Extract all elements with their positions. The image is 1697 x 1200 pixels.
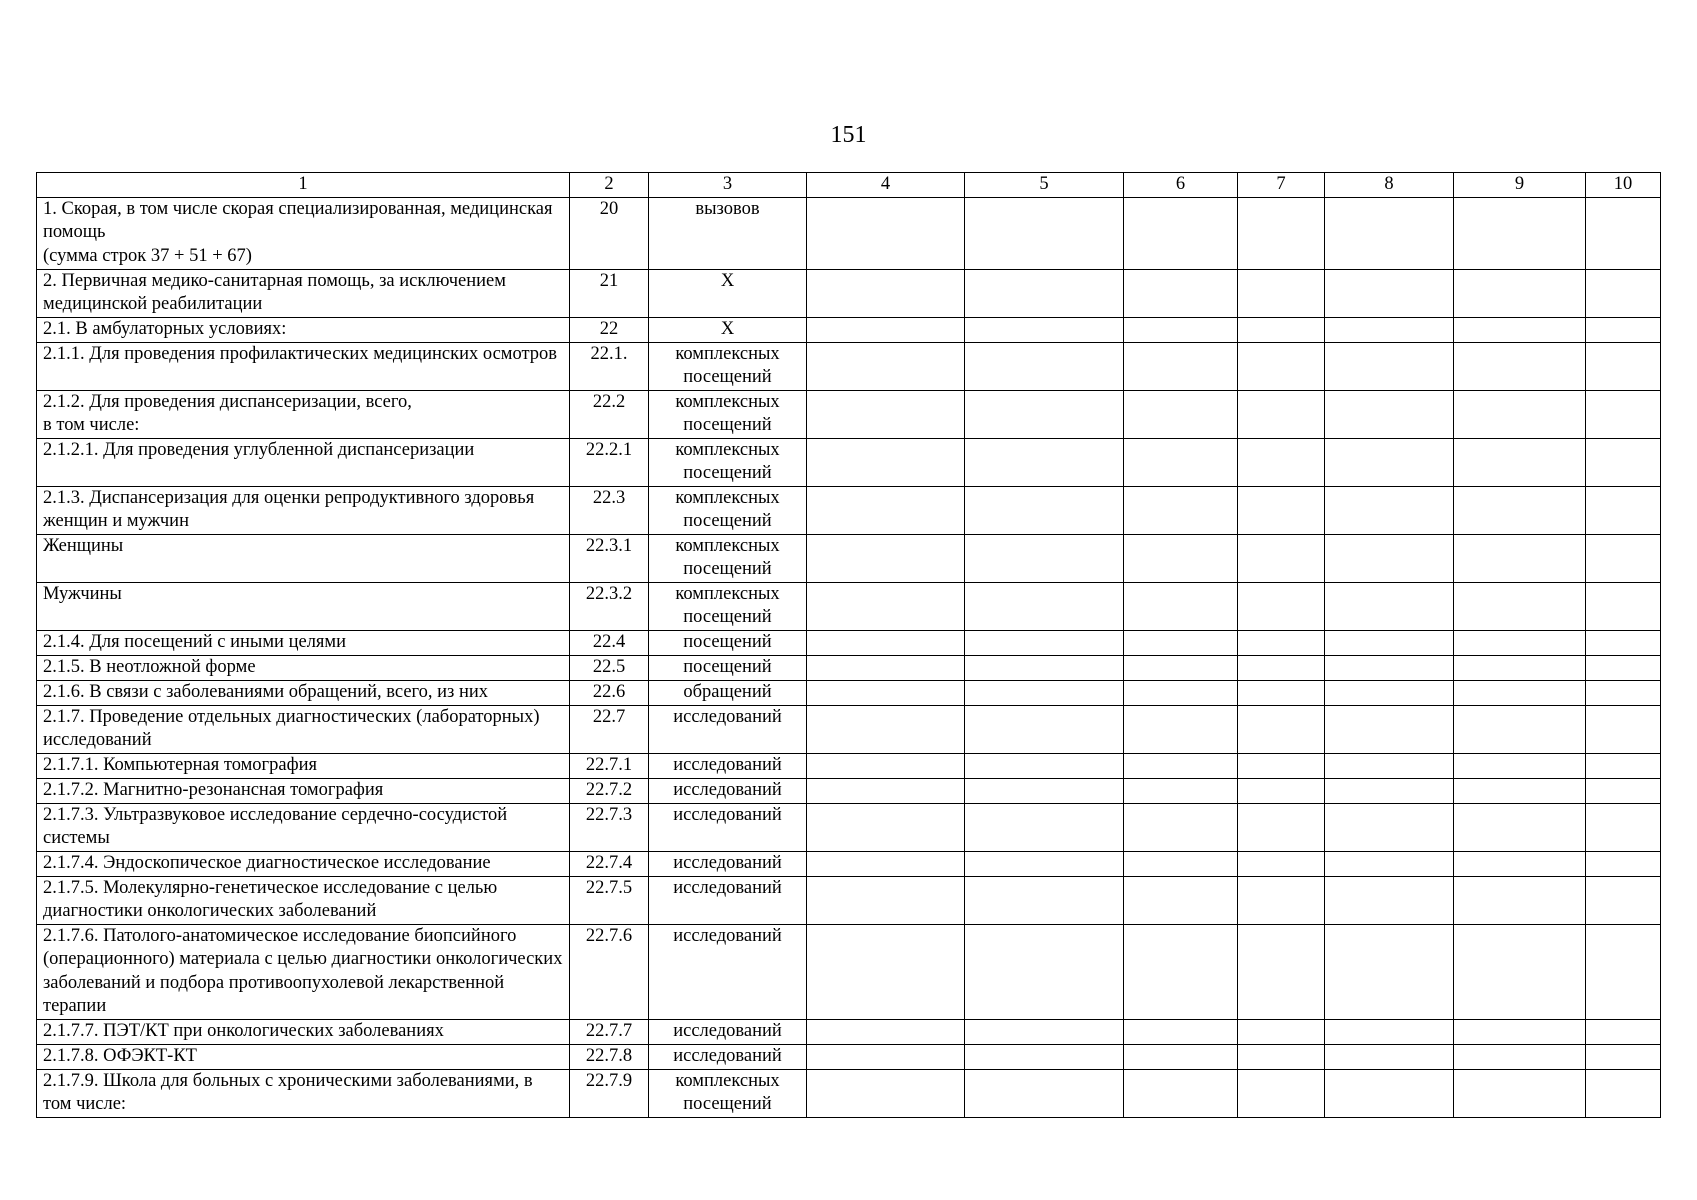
empty-cell xyxy=(1586,269,1661,317)
empty-cell xyxy=(1124,269,1238,317)
row-name-cell: 2.1.7.7. ПЭТ/КТ при онкологических заболеваниях xyxy=(37,1019,570,1044)
row-name-cell: 2. Первичная медико-санитарная помощь, за исключением медицинской реабилитации xyxy=(37,269,570,317)
row-name-cell: Женщины xyxy=(37,534,570,582)
empty-cell xyxy=(1454,269,1586,317)
row-name-cell: 2.1.7. Проведение отдельных диагностических (лабораторных) исследований xyxy=(37,705,570,753)
empty-cell xyxy=(1325,342,1454,390)
empty-cell xyxy=(1238,705,1325,753)
empty-cell xyxy=(1238,269,1325,317)
row-unit-cell: посещений xyxy=(649,655,807,680)
empty-cell xyxy=(1238,680,1325,705)
empty-cell xyxy=(965,534,1124,582)
table-row xyxy=(37,438,1661,486)
empty-cell xyxy=(1238,876,1325,924)
page-number: 151 xyxy=(830,122,867,148)
empty-cell xyxy=(1586,486,1661,534)
empty-cell xyxy=(1586,778,1661,803)
empty-cell xyxy=(807,803,965,851)
empty-cell xyxy=(1238,486,1325,534)
table-row xyxy=(37,1019,1661,1044)
row-code-cell: 22.7.4 xyxy=(570,851,649,876)
table-row xyxy=(37,705,1661,753)
empty-cell xyxy=(807,582,965,630)
empty-cell xyxy=(1124,924,1238,1019)
empty-cell xyxy=(1454,778,1586,803)
data-table xyxy=(36,172,1661,1118)
empty-cell xyxy=(807,342,965,390)
empty-cell xyxy=(1124,582,1238,630)
table-row xyxy=(37,486,1661,534)
empty-cell xyxy=(807,753,965,778)
empty-cell xyxy=(1325,705,1454,753)
empty-cell xyxy=(1586,655,1661,680)
row-name-cell: 2.1.7.8. ОФЭКТ-КТ xyxy=(37,1044,570,1069)
row-name-cell: 2.1.7.5. Молекулярно-генетическое исследование с целью диагностики онкологических заболеваний xyxy=(37,876,570,924)
empty-cell xyxy=(965,876,1124,924)
empty-cell xyxy=(1586,1044,1661,1069)
row-code-cell: 22.2 xyxy=(570,390,649,438)
row-name-cell: 2.1. В амбулаторных условиях: xyxy=(37,317,570,342)
row-code-cell: 22.7.8 xyxy=(570,1044,649,1069)
table-row xyxy=(37,876,1661,924)
row-code-cell: 22.6 xyxy=(570,680,649,705)
empty-cell xyxy=(965,655,1124,680)
empty-cell xyxy=(1454,582,1586,630)
row-name-cell: 2.1.2.1. Для проведения углубленной диспансеризации xyxy=(37,438,570,486)
column-header: 3 xyxy=(649,173,807,198)
row-name-cell: 2.1.7.2. Магнитно-резонансная томография xyxy=(37,778,570,803)
row-unit-cell: обращений xyxy=(649,680,807,705)
empty-cell xyxy=(1586,1019,1661,1044)
empty-cell xyxy=(1454,342,1586,390)
empty-cell xyxy=(1238,803,1325,851)
empty-cell xyxy=(1325,778,1454,803)
empty-cell xyxy=(1586,342,1661,390)
empty-cell xyxy=(1454,390,1586,438)
empty-cell xyxy=(807,317,965,342)
empty-cell xyxy=(1238,534,1325,582)
table-row xyxy=(37,197,1661,269)
row-code-cell: 22.5 xyxy=(570,655,649,680)
row-unit-cell: исследований xyxy=(649,1019,807,1044)
empty-cell xyxy=(1124,705,1238,753)
empty-cell xyxy=(807,269,965,317)
empty-cell xyxy=(1454,197,1586,269)
empty-cell xyxy=(1325,269,1454,317)
empty-cell xyxy=(1586,924,1661,1019)
row-unit-cell: исследований xyxy=(649,705,807,753)
table-row xyxy=(37,582,1661,630)
empty-cell xyxy=(1124,197,1238,269)
empty-cell xyxy=(1454,1069,1586,1117)
empty-cell xyxy=(1325,582,1454,630)
empty-cell xyxy=(1586,582,1661,630)
empty-cell xyxy=(1238,317,1325,342)
empty-cell xyxy=(1586,317,1661,342)
column-header: 10 xyxy=(1586,173,1661,198)
empty-cell xyxy=(807,778,965,803)
empty-cell xyxy=(1586,680,1661,705)
empty-cell xyxy=(1586,630,1661,655)
row-code-cell: 22.7.9 xyxy=(570,1069,649,1117)
empty-cell xyxy=(1325,753,1454,778)
table-row xyxy=(37,1069,1661,1117)
empty-cell xyxy=(1124,680,1238,705)
empty-cell xyxy=(1454,803,1586,851)
empty-cell xyxy=(1238,582,1325,630)
row-code-cell: 22.7.5 xyxy=(570,876,649,924)
table-row xyxy=(37,630,1661,655)
empty-cell xyxy=(1238,1044,1325,1069)
table-row xyxy=(37,924,1661,1019)
column-header: 8 xyxy=(1325,173,1454,198)
row-name-cell: 2.1.3. Диспансеризация для оценки репродуктивного здоровья женщин и мужчин xyxy=(37,486,570,534)
row-unit-cell: комплексных посещений xyxy=(649,534,807,582)
empty-cell xyxy=(807,1019,965,1044)
empty-cell xyxy=(1238,655,1325,680)
empty-cell xyxy=(1586,753,1661,778)
row-name-cell: 2.1.7.1. Компьютерная томография xyxy=(37,753,570,778)
empty-cell xyxy=(807,438,965,486)
row-unit-cell: комплексных посещений xyxy=(649,342,807,390)
row-unit-cell: комплексных посещений xyxy=(649,582,807,630)
empty-cell xyxy=(807,680,965,705)
row-unit-cell: комплексных посещений xyxy=(649,390,807,438)
row-name-cell: 2.1.1. Для проведения профилактических медицинских осмотров xyxy=(37,342,570,390)
empty-cell xyxy=(965,753,1124,778)
empty-cell xyxy=(965,778,1124,803)
empty-cell xyxy=(1124,630,1238,655)
row-unit-cell: исследований xyxy=(649,851,807,876)
empty-cell xyxy=(1238,851,1325,876)
column-header: 9 xyxy=(1454,173,1586,198)
row-code-cell: 22.7.6 xyxy=(570,924,649,1019)
empty-cell xyxy=(1325,438,1454,486)
empty-cell xyxy=(1325,924,1454,1019)
empty-cell xyxy=(1124,851,1238,876)
empty-cell xyxy=(1454,876,1586,924)
empty-cell xyxy=(1586,438,1661,486)
empty-cell xyxy=(1124,390,1238,438)
table-row xyxy=(37,390,1661,438)
empty-cell xyxy=(1124,753,1238,778)
row-name-cell: Мужчины xyxy=(37,582,570,630)
empty-cell xyxy=(1325,876,1454,924)
empty-cell xyxy=(1325,680,1454,705)
table-row xyxy=(37,534,1661,582)
empty-cell xyxy=(1586,876,1661,924)
empty-cell xyxy=(807,630,965,655)
row-unit-cell: исследований xyxy=(649,1044,807,1069)
empty-cell xyxy=(1454,705,1586,753)
empty-cell xyxy=(807,486,965,534)
empty-cell xyxy=(1586,197,1661,269)
row-unit-cell: исследований xyxy=(649,924,807,1019)
empty-cell xyxy=(1454,630,1586,655)
empty-cell xyxy=(1454,851,1586,876)
empty-cell xyxy=(1454,753,1586,778)
empty-cell xyxy=(1586,851,1661,876)
empty-cell xyxy=(1586,1069,1661,1117)
empty-cell xyxy=(1325,1069,1454,1117)
empty-cell xyxy=(1325,486,1454,534)
empty-cell xyxy=(1586,803,1661,851)
empty-cell xyxy=(1124,438,1238,486)
empty-cell xyxy=(1124,1044,1238,1069)
row-name-cell: 2.1.6. В связи с заболеваниями обращений, всего, из них xyxy=(37,680,570,705)
row-unit-cell: вызовов xyxy=(649,197,807,269)
empty-cell xyxy=(1124,803,1238,851)
row-code-cell: 22.7.1 xyxy=(570,753,649,778)
empty-cell xyxy=(807,924,965,1019)
empty-cell xyxy=(965,486,1124,534)
empty-cell xyxy=(1325,655,1454,680)
row-unit-cell: исследований xyxy=(649,753,807,778)
empty-cell xyxy=(1124,1019,1238,1044)
empty-cell xyxy=(1238,1019,1325,1044)
empty-cell xyxy=(1325,1019,1454,1044)
column-header: 4 xyxy=(807,173,965,198)
row-code-cell: 22.7.2 xyxy=(570,778,649,803)
empty-cell xyxy=(1238,342,1325,390)
empty-cell xyxy=(1586,705,1661,753)
empty-cell xyxy=(1454,1044,1586,1069)
empty-cell xyxy=(1454,655,1586,680)
empty-cell xyxy=(1325,390,1454,438)
empty-cell xyxy=(965,1044,1124,1069)
empty-cell xyxy=(1124,342,1238,390)
empty-cell xyxy=(1454,486,1586,534)
row-unit-cell: Х xyxy=(649,317,807,342)
column-header: 7 xyxy=(1238,173,1325,198)
empty-cell xyxy=(965,197,1124,269)
empty-cell xyxy=(1238,390,1325,438)
empty-cell xyxy=(1586,390,1661,438)
empty-cell xyxy=(807,534,965,582)
row-unit-cell: посещений xyxy=(649,630,807,655)
row-name-cell: 2.1.7.9. Школа для больных с хроническими заболеваниями, в том числе: xyxy=(37,1069,570,1117)
empty-cell xyxy=(965,851,1124,876)
empty-cell xyxy=(1454,924,1586,1019)
row-unit-cell: комплексных посещений xyxy=(649,1069,807,1117)
empty-cell xyxy=(965,680,1124,705)
empty-cell xyxy=(1124,778,1238,803)
empty-cell xyxy=(1124,1069,1238,1117)
empty-cell xyxy=(965,630,1124,655)
empty-cell xyxy=(965,803,1124,851)
row-code-cell: 22.7.7 xyxy=(570,1019,649,1044)
empty-cell xyxy=(1454,1019,1586,1044)
empty-cell xyxy=(807,876,965,924)
empty-cell xyxy=(965,582,1124,630)
empty-cell xyxy=(807,655,965,680)
row-code-cell: 22.4 xyxy=(570,630,649,655)
empty-cell xyxy=(1124,655,1238,680)
table-row xyxy=(37,803,1661,851)
table-row xyxy=(37,655,1661,680)
empty-cell xyxy=(807,197,965,269)
empty-cell xyxy=(1325,317,1454,342)
table-row xyxy=(37,753,1661,778)
empty-cell xyxy=(965,1069,1124,1117)
row-code-cell: 20 xyxy=(570,197,649,269)
table-row xyxy=(37,680,1661,705)
row-name-cell: 2.1.7.3. Ультразвуковое исследование сердечно-сосудистой системы xyxy=(37,803,570,851)
table-row xyxy=(37,342,1661,390)
row-code-cell: 22.3.1 xyxy=(570,534,649,582)
empty-cell xyxy=(1325,803,1454,851)
row-code-cell: 22 xyxy=(570,317,649,342)
empty-cell xyxy=(807,1044,965,1069)
table-row xyxy=(37,851,1661,876)
row-unit-cell: Х xyxy=(649,269,807,317)
empty-cell xyxy=(1238,1069,1325,1117)
empty-cell xyxy=(1238,438,1325,486)
empty-cell xyxy=(1238,753,1325,778)
empty-cell xyxy=(1124,486,1238,534)
row-code-cell: 22.1. xyxy=(570,342,649,390)
row-unit-cell: исследований xyxy=(649,803,807,851)
row-code-cell: 22.7 xyxy=(570,705,649,753)
row-code-cell: 22.3.2 xyxy=(570,582,649,630)
column-header: 6 xyxy=(1124,173,1238,198)
row-name-cell: 2.1.2. Для проведения диспансеризации, всего, в том числе: xyxy=(37,390,570,438)
empty-cell xyxy=(1238,197,1325,269)
empty-cell xyxy=(807,390,965,438)
empty-cell xyxy=(1325,197,1454,269)
empty-cell xyxy=(1238,778,1325,803)
row-unit-cell: исследований xyxy=(649,876,807,924)
row-code-cell: 22.7.3 xyxy=(570,803,649,851)
empty-cell xyxy=(1124,317,1238,342)
row-name-cell: 2.1.5. В неотложной форме xyxy=(37,655,570,680)
empty-cell xyxy=(965,924,1124,1019)
empty-cell xyxy=(1325,851,1454,876)
empty-cell xyxy=(807,705,965,753)
empty-cell xyxy=(965,269,1124,317)
empty-cell xyxy=(1586,534,1661,582)
empty-cell xyxy=(807,851,965,876)
empty-cell xyxy=(965,317,1124,342)
empty-cell xyxy=(1325,534,1454,582)
empty-cell xyxy=(1454,534,1586,582)
empty-cell xyxy=(965,1019,1124,1044)
empty-cell xyxy=(1454,317,1586,342)
table-row xyxy=(37,778,1661,803)
table-row xyxy=(37,1044,1661,1069)
column-header: 5 xyxy=(965,173,1124,198)
table-row xyxy=(37,317,1661,342)
row-code-cell: 22.2.1 xyxy=(570,438,649,486)
row-code-cell: 21 xyxy=(570,269,649,317)
empty-cell xyxy=(1325,1044,1454,1069)
row-unit-cell: исследований xyxy=(649,778,807,803)
row-name-cell: 1. Скорая, в том числе скорая специализированная, медицинская помощь (сумма строк 37 + 51 + 67) xyxy=(37,197,570,269)
row-unit-cell: комплексных посещений xyxy=(649,486,807,534)
row-name-cell: 2.1.7.4. Эндоскопическое диагностическое исследование xyxy=(37,851,570,876)
column-header: 1 xyxy=(37,173,570,198)
empty-cell xyxy=(1238,924,1325,1019)
table-header-row xyxy=(37,173,1661,198)
empty-cell xyxy=(965,390,1124,438)
empty-cell xyxy=(965,705,1124,753)
table-body xyxy=(37,197,1661,1117)
empty-cell xyxy=(965,438,1124,486)
row-code-cell: 22.3 xyxy=(570,486,649,534)
table-row xyxy=(37,269,1661,317)
empty-cell xyxy=(1124,876,1238,924)
row-name-cell: 2.1.4. Для посещений с иными целями xyxy=(37,630,570,655)
empty-cell xyxy=(1325,630,1454,655)
column-header: 2 xyxy=(570,173,649,198)
empty-cell xyxy=(1454,438,1586,486)
empty-cell xyxy=(1238,630,1325,655)
empty-cell xyxy=(807,1069,965,1117)
row-unit-cell: комплексных посещений xyxy=(649,438,807,486)
empty-cell xyxy=(1454,680,1586,705)
empty-cell xyxy=(1124,534,1238,582)
empty-cell xyxy=(965,342,1124,390)
row-name-cell: 2.1.7.6. Патолого-анатомическое исследование биопсийного (операционного) материала с целью диагностики онкологических заболеваний и подбора противоопухолевой лекарственной терапии xyxy=(37,924,570,1019)
